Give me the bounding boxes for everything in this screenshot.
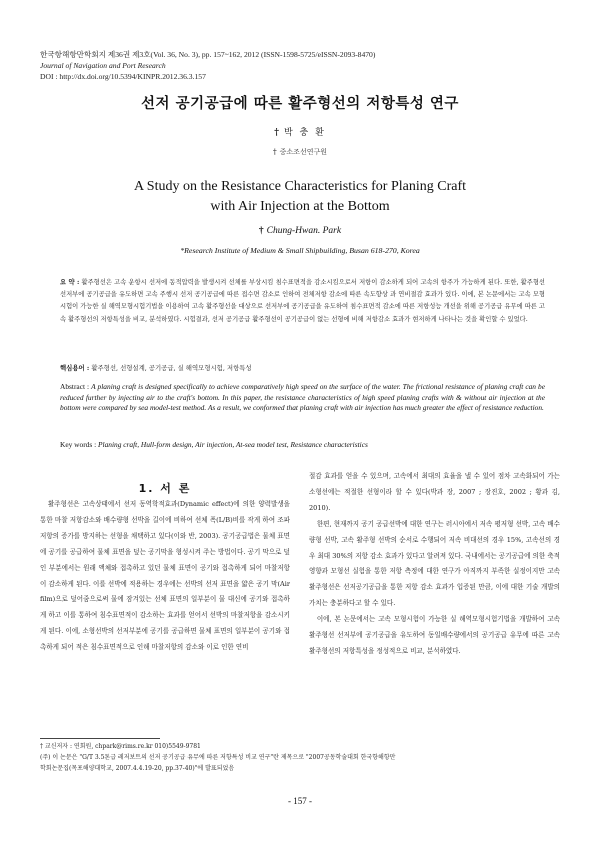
title-korean: 선저 공기공급에 따른 활주형선의 저항특성 연구 <box>141 96 459 112</box>
title-english-line2: with Air Injection at the Bottom <box>210 199 390 214</box>
keywords-korean-text: 활주형선, 선형설계, 공기공급, 실 해역모형시험, 저항특성 <box>91 364 252 372</box>
journal-citation: 한국항해항만학회지 제36권 제3호(Vol. 36, No. 3), pp. 157~162, 2012 (ISSN-1598-5725/eISSN-2093-8470) <box>40 50 376 59</box>
affiliation-korean <box>0 147 600 157</box>
title-english <box>0 177 600 217</box>
doi-link[interactable]: DOI : http://dx.doi.org/10.5394/KINPR.2012.36.3.157 <box>40 72 206 81</box>
body-paragraph: 활주형선은 고속상태에서 선저 동역학적효과(Dynamic effect)에 의한 양력발생을 통한 마찰 저항감소와 배수량형 선박을 길이에 비하여 선체 폭(L/B)비를 작게 하여 조파저항의 증가를 방지하는 선형을 채택하고 있다(이와 반, 2003). 공기공급법은 물체 표면에 공기를 공급하여 물체 표면을 덮는 공기막을 형성시켜 주는 방법이다. 공기 막으로 덮인 부분에서는 원래 액체와 접촉하고 있던 물체 표면이 공기와 접촉하게 되어 마찰저항이 감소하게 된다. 이를 선박에 적용하는 경우에는 선박의 선저 표면을 얇은 공기 막(Air film)으로 덮어줌으로써 물에 잠겨있는 선체 표면의 일부분이 물 대신에 공기와 접촉하게 하고 이를 통하여 침수표면적이 감소하는 효과를 얻어서 선박의 마찰저항을 감소시키게 된다. 이에, 소형선박의 선저부분에 공기를 공급하면 물체 표면의 일부분이 공기와 접촉하게 되어 적은 침수표면적으로 인해 마찰저항의 감소와 이로 인한 연비 <box>40 500 290 652</box>
page-number: - 157 - <box>288 796 312 806</box>
footnote-note-line1: (주) 이 논문은 "G/T 3.5톤급 레저보트의 선저 공기공급 유무에 따른 저항특성 비교 연구"란 제목으로 "2007공동학술대회 한국항해항만 <box>40 753 396 761</box>
footnote-divider <box>40 738 160 739</box>
author-korean <box>0 125 600 138</box>
body-paragraph: 이에, 본 논문에서는 고속 모형시험이 가능한 실 해역모형시험기법을 개발하여 고속 활주형선 선저부에 공기공급을 유도하여 동일배수량에서의 공기공급 유무에 따른 고속 활주형선의 저항특성을 정성적으로 비교, 분석하였다. <box>309 615 560 655</box>
abstract-english <box>60 382 545 414</box>
keywords-english <box>60 440 545 449</box>
body-column-right <box>309 469 560 660</box>
abstract-english-text: A planing craft is designed specifically to achieve comparatively high speed on the surface of the water. The frictional resistance of planing craft can be reduced further by injecting air to the craft's bottom. In this paper, the resistance characteristics of high speed planing crafts with & without air injection at the bottom were compared by sea model-test method. As a result, we conformed that planing craft with air injection has much greater the effect of resistance reduction. <box>60 382 545 413</box>
footnotes <box>40 742 560 774</box>
journal-name: Journal of Navigation and Port Research <box>40 61 166 70</box>
body-paragraph: 한편, 현재까지 공기 공급선박에 대한 연구는 러시아에서 저속 평저형 선박, 고속 배수량형 선박, 고속 활주형 선박의 순서로 수행되어 저속 비대선의 경우 15%, 고속선의 경우 최대 30%의 저항 감소 효과가 있다고 알려져 있다. 국내에서는 공기공급에 의한 축적 영향과 모형선 실험을 통한 저항 측정에 대한 연구가 아직까지 부족한 실정이지만 고속 활주형선은 선저공기공급을 통한 저항 감소 효과가 입증된 만큼, 이에 대한 기술 개발의 가치는 충분하다고 할 수 있다. <box>309 519 560 608</box>
keywords-english-label: Key words : <box>60 440 97 449</box>
footnote-corresponding-author: † 교신저자 : 연회원, chpark@rims.re.kr 010)5549-9781 <box>40 743 201 750</box>
abstract-english-label: Abstract : <box>60 382 90 391</box>
keywords-korean <box>60 363 545 372</box>
author-english <box>0 226 600 236</box>
affiliation-mark: † <box>272 147 277 156</box>
footnote-note-line2: 학회논문집(목포해양대학교, 2007.4.4.19-20, pp.37-40)"에 발표되었음 <box>40 764 235 772</box>
author-english-name: Chung-Hwan. Park <box>266 226 342 236</box>
keywords-korean-label: 핵심용어 : <box>60 364 90 372</box>
body-column-left <box>40 497 290 656</box>
corresponding-mark-en: † <box>258 226 264 236</box>
corresponding-mark: † <box>274 128 281 138</box>
affiliation-english: *Research Institute of Medium & Small Shipbuilding, Busan 618-270, Korea <box>180 246 420 255</box>
abstract-korean-label: 요 약 : <box>60 279 80 286</box>
author-korean-name: 박 충 환 <box>283 128 326 138</box>
affiliation-korean-name: 중소조선연구원 <box>279 148 327 156</box>
body-paragraph: 절감 효과를 얻을 수 있으며, 고속에서 최대의 효율을 낼 수 있어 점차 고속화되어 가는 소형선에는 적절한 선형이라 할 수 있다(박과 장, 2007 ; 장진호, 2002 ; 황과 김, 2010). <box>309 472 560 512</box>
keywords-english-text: Planing craft, Hull-form design, Air injection, At-sea model test, Resistance characteristics <box>98 440 368 449</box>
section-heading-introduction: 1. 서 론 <box>138 482 192 495</box>
abstract-korean <box>60 277 545 326</box>
abstract-korean-text: 활주형선은 고속 운항시 선저에 동적압력을 발생시켜 선체를 부상시킴 침수표면적을 감소시킴으로서 저항이 감소하게 되어 고속의 항주가 가능하게 된다. 또한, 활주형선 선저부에 공기공급을 유도하면 고속 주행시 선저 공기공급에 따른 접수면 감소로 인하여 전체저항 감소에 따른 속도향상 과 연비절감 효과가 있다. 이에, 본 논문에서는 고속 모형시험이 가능한 실 해역모형시험기법을 이용하여 고속 활주형선을 대상으로 선저부에 공기공급을 유도하여 침수표면적 감소에 따른 저항성능 개선을 위해 공기공급 유무에 따른 고속 활주형선의 저항특성을 비교, 분석하였다. 시험결과, 선저 공기공급 활주형선이 공기공급이 없는 선형에 비해 저항감소 효과가 현저하게 나타나는 것을 확인할 수 있었다. <box>60 279 545 323</box>
journal-header <box>40 49 375 82</box>
title-english-line1: A Study on the Resistance Characteristics for Planing Craft <box>133 179 467 194</box>
